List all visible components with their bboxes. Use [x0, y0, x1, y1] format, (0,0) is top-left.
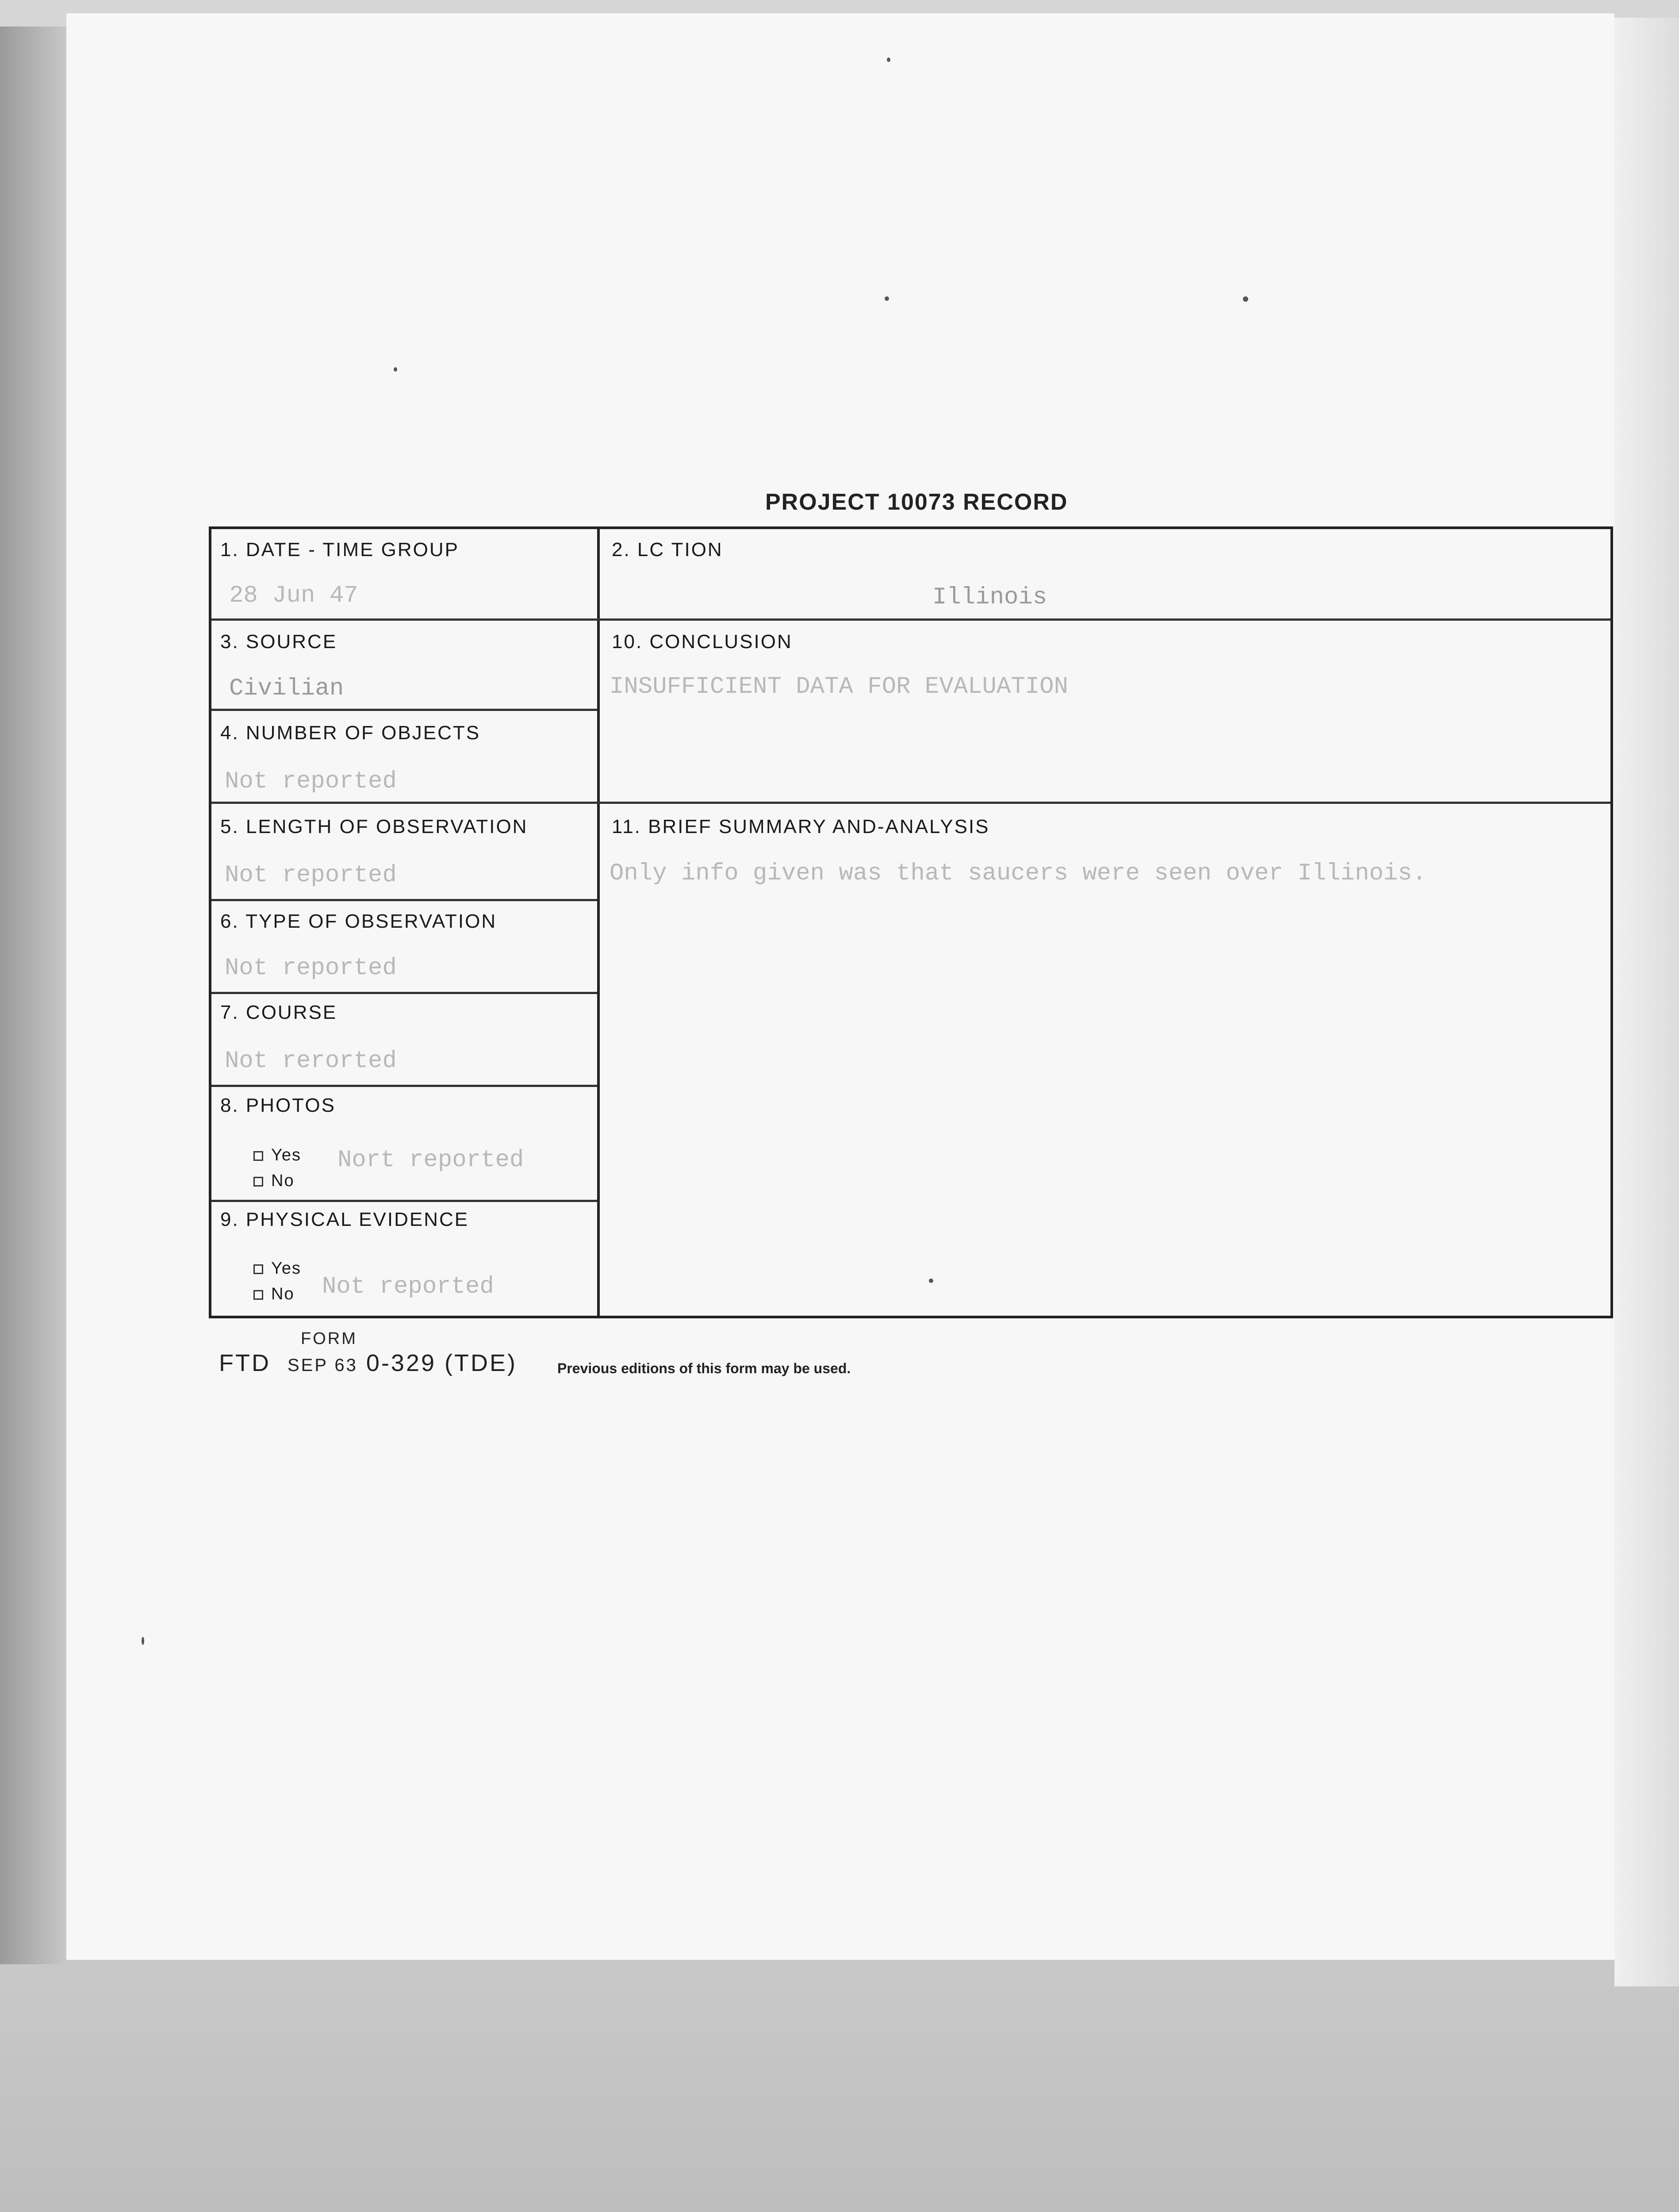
footer-form-number: 0-329 (TDE) [366, 1350, 518, 1376]
dust-speck [887, 58, 890, 62]
date-time-group-value: 28 Jun 47 [229, 582, 358, 609]
number-of-objects-value: Not reported [225, 768, 397, 795]
dust-speck [929, 1279, 933, 1283]
right-edge [1614, 18, 1679, 1986]
conclusion-value: INSUFFICIENT DATA FOR EVALUATION [610, 673, 1068, 700]
dust-speck [394, 367, 397, 372]
dust-speck [1243, 296, 1248, 302]
type-of-observation-value: Not reported [225, 955, 397, 982]
paper-sheet [66, 13, 1614, 1960]
location-label: 2. LC TION [612, 539, 723, 561]
footer-form-id [219, 1349, 517, 1377]
course-value: Not rerorted [225, 1048, 397, 1075]
source-value: Civilian [229, 675, 344, 702]
row-divider [597, 618, 1610, 621]
dust-speck [885, 296, 889, 301]
dust-speck [142, 1637, 144, 1645]
checkbox-square-icon [253, 1290, 263, 1300]
footer-note: Previous editions of this form may be used. [557, 1360, 851, 1376]
length-of-observation-label: 5. LENGTH OF OBSERVATION [220, 816, 528, 837]
record-title: PROJECT 10073 RECORD [765, 489, 1068, 515]
footer-form-label: FORM [301, 1329, 357, 1348]
photos-value: Nort reported [337, 1147, 524, 1174]
physical-evidence-value: Not reported [322, 1273, 494, 1300]
record-form [209, 526, 1613, 1318]
row-divider [211, 709, 597, 711]
backdrop-lower [0, 1955, 1679, 2212]
number-of-objects-label: 4. NUMBER OF OBJECTS [220, 722, 481, 744]
column-divider [597, 529, 600, 1316]
row-divider [211, 1085, 597, 1087]
row-divider [597, 802, 1610, 804]
conclusion-label: 10. CONCLUSION [612, 631, 793, 653]
footer-form-date: SEP 63 [287, 1356, 358, 1375]
date-time-group-label: 1. DATE - TIME GROUP [220, 539, 459, 561]
checkbox-square-icon [253, 1177, 263, 1187]
course-label: 7. COURSE [220, 1002, 337, 1023]
footer-form-prefix: FTD [219, 1350, 271, 1376]
physical-evidence-no-checkbox[interactable]: No [253, 1285, 295, 1304]
photos-yes-checkbox[interactable]: Yes [253, 1146, 301, 1165]
physical-evidence-yes-checkbox[interactable]: Yes [253, 1259, 301, 1278]
source-label: 3. SOURCE [220, 631, 337, 653]
summary-label: 11. BRIEF SUMMARY AND-ANALYSIS [612, 816, 990, 837]
row-divider [211, 802, 597, 804]
location-value: Illinois [932, 584, 1047, 611]
photos-no-checkbox[interactable]: No [253, 1171, 295, 1190]
length-of-observation-value: Not reported [225, 862, 397, 889]
physical-evidence-label: 9. PHYSICAL EVIDENCE [220, 1209, 469, 1230]
checkbox-square-icon [253, 1264, 263, 1274]
row-divider [211, 899, 597, 901]
photos-label: 8. PHOTOS [220, 1094, 336, 1116]
row-divider [211, 1200, 597, 1202]
row-divider [211, 618, 597, 621]
type-of-observation-label: 6. TYPE OF OBSERVATION [220, 910, 497, 932]
left-shadow [0, 27, 66, 1964]
checkbox-square-icon [253, 1151, 263, 1161]
summary-value: Only info given was that saucers were seen over Illinois. [610, 860, 1427, 887]
row-divider [211, 992, 597, 994]
